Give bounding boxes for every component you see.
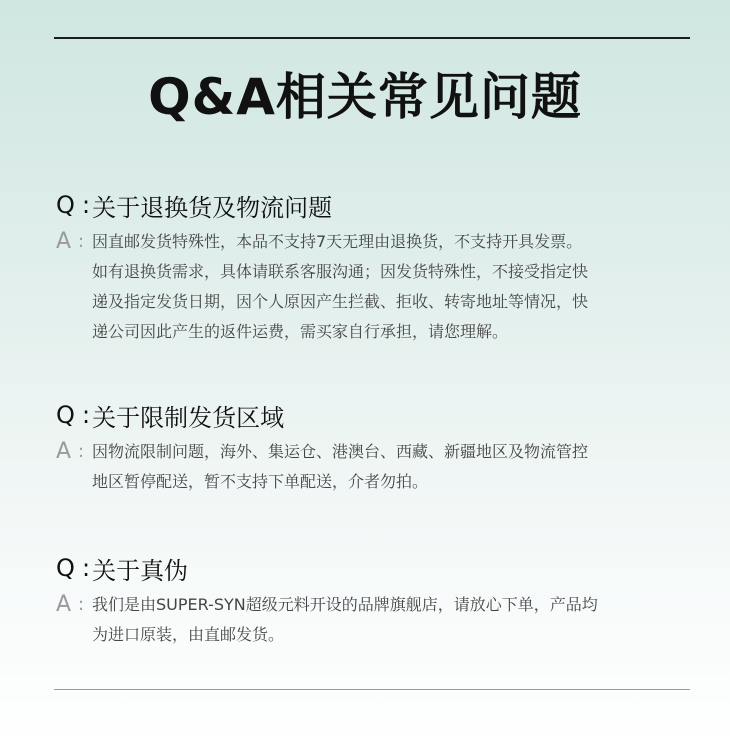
- question-text: 关于真伪: [92, 556, 189, 585]
- answer-line: 因直邮发货特殊性，本品不支持7天无理由退换货，不支持开具发票。: [92, 232, 583, 251]
- qa-item: [56, 548, 686, 650]
- question-row: [56, 395, 686, 435]
- answer-label: [56, 437, 92, 465]
- question-colon: :: [82, 191, 91, 219]
- question-mark: Q: [56, 554, 75, 582]
- answer-colon: :: [78, 593, 85, 615]
- qa-item: [56, 185, 686, 347]
- question-mark: Q: [56, 401, 75, 429]
- answer-mark: A: [56, 591, 72, 617]
- answer-row: [56, 437, 686, 497]
- answer-colon: :: [78, 440, 85, 462]
- question-colon: :: [82, 554, 91, 582]
- bottom-divider: [54, 689, 690, 690]
- question-mark: Q: [56, 191, 75, 219]
- page-title: Q&A相关常见问题: [148, 68, 582, 126]
- question-text: 关于限制发货区域: [92, 403, 285, 432]
- answer-text: [92, 227, 672, 347]
- answer-colon: :: [78, 230, 85, 252]
- answer-text: [92, 590, 672, 650]
- answer-mark: A: [56, 228, 72, 254]
- answer-label: [56, 590, 92, 618]
- question-row: [56, 548, 686, 588]
- answer-row: [56, 590, 686, 650]
- question-colon: :: [82, 401, 91, 429]
- top-divider: [54, 37, 690, 39]
- answer-line: 为进口原装，由直邮发货。: [92, 625, 285, 644]
- answer-line: 递及指定发货日期，因个人原因产生拦截、拒收、转寄地址等情况，快: [92, 292, 589, 311]
- question-text: 关于退换货及物流问题: [92, 193, 333, 222]
- answer-line: 递公司因此产生的返件运费，需买家自行承担，请您理解。: [92, 322, 509, 341]
- answer-text: [92, 437, 672, 497]
- answer-mark: A: [56, 438, 72, 464]
- question-row: [56, 185, 686, 225]
- answer-row: [56, 227, 686, 347]
- answer-line: 地区暂停配送，暂不支持下单配送，介者勿拍。: [92, 472, 429, 491]
- answer-line: 因物流限制问题，海外、集运仓、港澳台、西藏、新疆地区及物流管控: [92, 442, 589, 461]
- answer-label: [56, 227, 92, 255]
- answer-line: 如有退换货需求，具体请联系客服沟通；因发货特殊性，不接受指定快: [92, 262, 589, 281]
- answer-line: 我们是由SUPER-SYN超级元料开设的品牌旗舰店，请放心下单，产品均: [92, 595, 598, 614]
- qa-item: [56, 395, 686, 497]
